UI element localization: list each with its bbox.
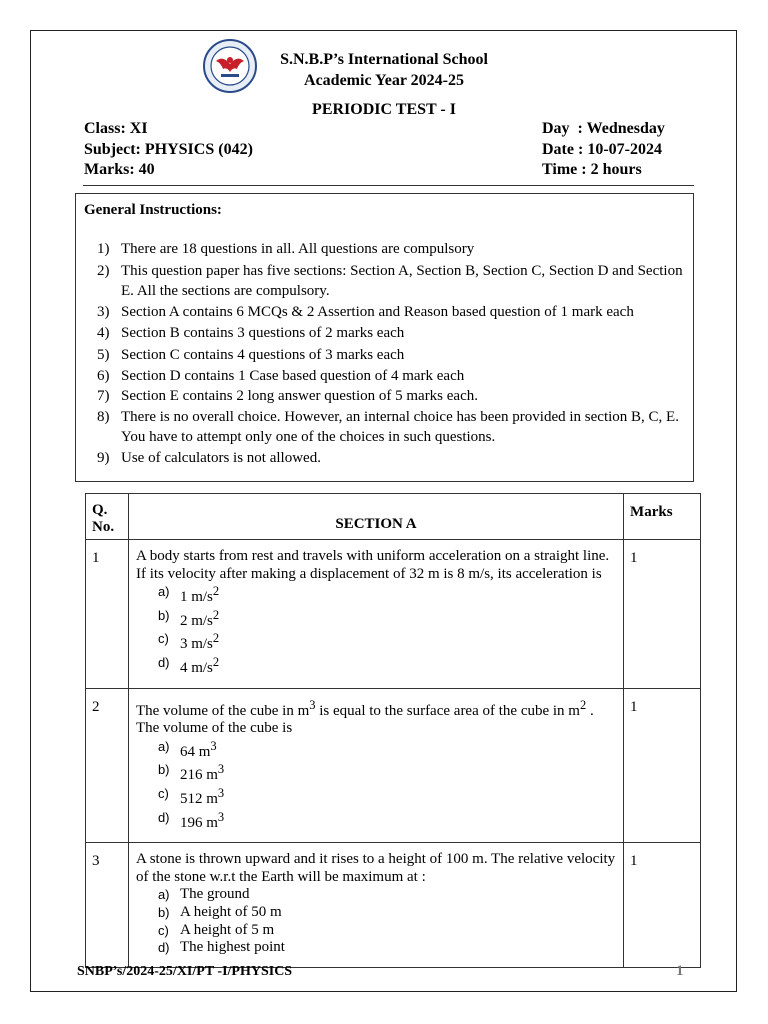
- footer-code: SNBP’s/2024-25/XI/PT -I/PHYSICS: [77, 964, 293, 979]
- school-name: S.N.B.P’s International School: [280, 51, 488, 68]
- question-stem: A body starts from rest and travels with uniform acceleration on a straight line. If its velocity after making a displacement of 32 m is 8 m/s, its acceleration is: [135, 548, 610, 582]
- question-stem: The volume of the cube in $m^3$ is equal to the surface area of the cube in $m^2$ . The volume of the cube is: [135, 697, 594, 737]
- table-row: [86, 688, 701, 843]
- instruction-item: 5) Section C contains 4 questions of 3 marks each: [97, 346, 405, 363]
- marks-label: Marks: 40: [84, 161, 155, 178]
- instruction-item: 4) Section B contains 3 questions of 2 marks each: [97, 325, 405, 342]
- instruction-item: 1) There are 18 questions in all. All questions are compulsory: [97, 241, 475, 257]
- questions-table: [85, 493, 701, 968]
- option-item: d) The highest point: [157, 939, 285, 956]
- table-row: [86, 540, 701, 689]
- question-stem: A stone is thrown upward and it rises to a height of 100 m. The relative velocity of the stone w.r.t the Earth will be maximum at :: [135, 851, 616, 885]
- question-text: [128, 843, 623, 968]
- instruction-item: 9) Use of calculators is not allowed.: [97, 449, 321, 466]
- table-row: [86, 843, 701, 968]
- question-text: [128, 688, 623, 843]
- option-item: b) A height of 50 m: [157, 903, 282, 920]
- question-number: 1: [86, 540, 129, 689]
- day-label: Day : Wednesday: [542, 120, 665, 137]
- date-label: Date : 10-07-2024: [542, 141, 662, 158]
- table-header-row: [86, 494, 701, 540]
- question-marks: 1: [624, 688, 701, 843]
- instructions-heading: General Instructions:: [84, 202, 222, 218]
- section-title: SECTION A: [128, 494, 623, 540]
- options-list: [136, 886, 617, 956]
- option-item: c) 3 $m/s^2$: [157, 631, 220, 653]
- question-marks: 1: [624, 540, 701, 689]
- option-item: a) 1 $m/s^2$: [157, 584, 220, 606]
- options-list: [136, 583, 617, 677]
- instruction-item: 2) This question paper has five sections: Section A, Section B, Section C, Section D and Section E. All the sections are compulsory.: [97, 262, 683, 300]
- question-number: 3: [86, 843, 129, 968]
- instruction-item: 7) Section E contains 2 long answer question of 5 marks each.: [97, 388, 478, 405]
- option-item: d) 4 $m/s^2$: [157, 654, 220, 676]
- time-label: Time : 2 hours: [542, 161, 642, 178]
- instruction-item: 6) Section D contains 1 Case based question of 4 mark each: [97, 367, 465, 384]
- option-item: b) 2 $m/s^2$: [157, 607, 220, 629]
- question-marks: 1: [624, 843, 701, 968]
- option-item: a) The ground: [157, 886, 250, 903]
- instruction-item: 3) Section A contains 6 MCQs & 2 Assertion and Reason based question of 1 mark each: [97, 303, 634, 320]
- page-number: 1: [676, 963, 684, 979]
- option-item: a) 64 $m^3$: [157, 738, 217, 760]
- instructions-list: [97, 239, 687, 469]
- question-text: [128, 540, 623, 689]
- option-item: b) 216 $m^3$: [157, 762, 225, 784]
- option-item: c) 512 $m^3$: [157, 785, 225, 807]
- question-number: 2: [86, 688, 129, 843]
- academic-year: Academic Year 2024-25: [304, 72, 464, 89]
- marks-header: Marks: [624, 494, 701, 540]
- subject-label: Subject: PHYSICS (042): [84, 141, 253, 158]
- test-name: PERIODIC TEST - I: [312, 101, 456, 118]
- option-item: d) 196 $m^3$: [157, 809, 225, 831]
- school-logo: [201, 39, 259, 93]
- instruction-item: 8) There is no overall choice. However, an internal choice has been provided in section B, C, E. You have to attempt only one of the choices in such questions.: [97, 408, 679, 446]
- options-list: [136, 738, 617, 832]
- header-divider: [83, 185, 694, 186]
- qno-header: Q. No.: [86, 494, 129, 540]
- class-label: Class: XI: [84, 120, 148, 137]
- option-item: c) A height of 5 m: [157, 921, 275, 938]
